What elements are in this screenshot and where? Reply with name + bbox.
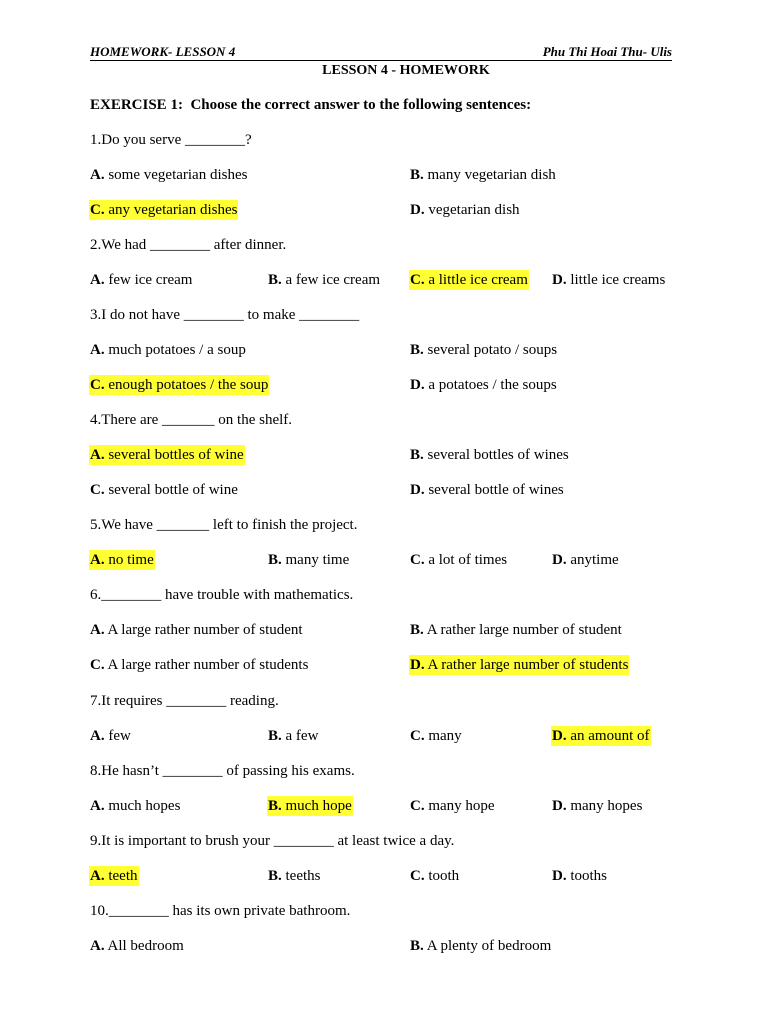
answer-option [409, 620, 623, 640]
answer-option [267, 726, 319, 746]
answer-option [409, 480, 565, 500]
option-letter: B. [410, 622, 424, 638]
option-letter: A. [90, 552, 105, 568]
answer-option [409, 375, 558, 395]
answer-option [409, 270, 529, 290]
question-text: 7.It requires ________ reading. [90, 693, 279, 709]
answer-option [409, 445, 570, 465]
answer-option [409, 340, 558, 360]
answer-option [89, 270, 193, 290]
option-text: many time [281, 552, 350, 568]
answer-option [409, 655, 629, 675]
option-letter: D. [552, 552, 567, 568]
option-text: enough potatoes / the soup [104, 377, 269, 393]
answer-option [89, 480, 239, 500]
page-header [90, 44, 672, 61]
option-text: A large rather number of student [104, 622, 303, 638]
option-text: no time [104, 552, 154, 568]
option-letter: C. [410, 272, 425, 288]
question-text: 3.I do not have ________ to make ________ [90, 307, 360, 323]
answer-option [267, 550, 350, 570]
option-letter: C. [90, 657, 105, 673]
question-text: 8.He hasn’t ________ of passing his exams. [90, 763, 355, 779]
option-text: any vegetarian dishes [104, 202, 238, 218]
option-text: anytime [566, 552, 619, 568]
question-text: 10.________ has its own private bathroom. [90, 903, 351, 919]
option-letter: B. [410, 447, 424, 463]
answer-option [89, 936, 185, 956]
option-text: few ice cream [104, 272, 193, 288]
answer-option [551, 550, 620, 570]
option-letter: C. [90, 202, 105, 218]
answer-option [409, 796, 496, 816]
answer-option [89, 726, 132, 746]
option-letter: C. [90, 377, 105, 393]
exercise-label: EXERCISE 1: [90, 97, 183, 113]
option-text: tooth [424, 868, 460, 884]
option-letter: C. [90, 482, 105, 498]
option-text: vegetarian dish [424, 202, 520, 218]
answer-option [409, 200, 521, 220]
option-text: a little ice cream [424, 272, 528, 288]
option-letter: C. [410, 798, 425, 814]
option-text: some vegetarian dishes [104, 167, 248, 183]
option-letter: B. [268, 552, 282, 568]
option-letter: A. [90, 938, 105, 954]
option-letter: C. [410, 868, 425, 884]
option-letter: A. [90, 728, 105, 744]
option-text: several bottle of wines [424, 482, 564, 498]
option-text: A rather large number of student [423, 622, 622, 638]
option-text: a few ice cream [281, 272, 381, 288]
answer-option [409, 165, 557, 185]
answer-option [89, 200, 238, 220]
question-text: 2.We had ________ after dinner. [90, 237, 287, 253]
question-text: 9.It is important to brush your ________ at least twice a day. [90, 833, 455, 849]
option-letter: D. [410, 377, 425, 393]
option-letter: B. [410, 938, 424, 954]
answer-option [267, 270, 381, 290]
question-text: 5.We have _______ left to finish the project. [90, 517, 358, 533]
option-letter: A. [90, 167, 105, 183]
answer-option [409, 936, 552, 956]
answer-option [89, 550, 155, 570]
option-letter: D. [410, 657, 425, 673]
answer-option [551, 866, 608, 886]
option-letter: D. [410, 482, 425, 498]
option-letter: D. [552, 868, 567, 884]
option-text: many [424, 728, 462, 744]
answer-option [409, 866, 460, 886]
answer-option [89, 866, 139, 886]
option-text: a potatoes / the soups [424, 377, 557, 393]
question-text: 4.There are _______ on the shelf. [90, 412, 293, 428]
option-text: an amount of [566, 728, 650, 744]
header-left: HOMEWORK- LESSON 4 [90, 44, 236, 59]
question-text: 6.________ have trouble with mathematics. [90, 587, 354, 603]
option-letter: A. [90, 272, 105, 288]
option-text: much hopes [104, 798, 181, 814]
option-text: little ice creams [566, 272, 666, 288]
option-letter: B. [268, 728, 282, 744]
option-letter: D. [552, 798, 567, 814]
option-text: several bottle of wine [104, 482, 238, 498]
answer-option [89, 655, 309, 675]
option-text: A large rather number of students [104, 657, 309, 673]
option-letter: D. [552, 728, 567, 744]
page-title: LESSON 4 - HOMEWORK [322, 63, 490, 78]
option-text: several potato / soups [423, 342, 558, 358]
header-right: Phu Thi Hoai Thu- Ulis [542, 44, 672, 59]
option-text: A plenty of bedroom [423, 938, 552, 954]
answer-option [551, 270, 666, 290]
option-text: a few [281, 728, 319, 744]
option-text: a lot of times [424, 552, 508, 568]
answer-option [89, 375, 269, 395]
answer-option [89, 445, 245, 465]
option-letter: C. [410, 728, 425, 744]
option-letter: B. [410, 167, 424, 183]
option-letter: B. [268, 798, 282, 814]
exercise-heading [90, 97, 531, 114]
option-letter: A. [90, 622, 105, 638]
option-letter: A. [90, 868, 105, 884]
exercise-instruction: Choose the correct answer to the following sentences: [190, 97, 532, 113]
option-text: several bottles of wines [423, 447, 569, 463]
option-letter: B. [268, 272, 282, 288]
option-letter: B. [268, 868, 282, 884]
option-letter: C. [410, 552, 425, 568]
option-text: teeths [281, 868, 321, 884]
answer-option [89, 165, 248, 185]
option-text: A rather large number of students [424, 657, 629, 673]
option-letter: B. [410, 342, 424, 358]
option-text: several bottles of wine [104, 447, 244, 463]
option-letter: A. [90, 447, 105, 463]
option-letter: A. [90, 798, 105, 814]
option-text: much hope [281, 798, 352, 814]
option-text: many vegetarian dish [423, 167, 556, 183]
option-text: many hopes [566, 798, 643, 814]
question-text: 1.Do you serve ________? [90, 132, 252, 148]
option-text: many hope [424, 798, 495, 814]
option-text: tooths [566, 868, 608, 884]
option-letter: D. [410, 202, 425, 218]
option-text: much potatoes / a soup [104, 342, 246, 358]
answer-option [267, 866, 322, 886]
option-text: All bedroom [104, 938, 184, 954]
answer-option [267, 796, 353, 816]
option-letter: D. [552, 272, 567, 288]
answer-option [409, 550, 508, 570]
answer-option [409, 726, 463, 746]
option-text: few [104, 728, 131, 744]
answer-option [89, 796, 181, 816]
answer-option [89, 340, 247, 360]
option-letter: A. [90, 342, 105, 358]
option-text: teeth [104, 868, 138, 884]
answer-option [89, 620, 304, 640]
answer-option [551, 726, 651, 746]
answer-option [551, 796, 643, 816]
